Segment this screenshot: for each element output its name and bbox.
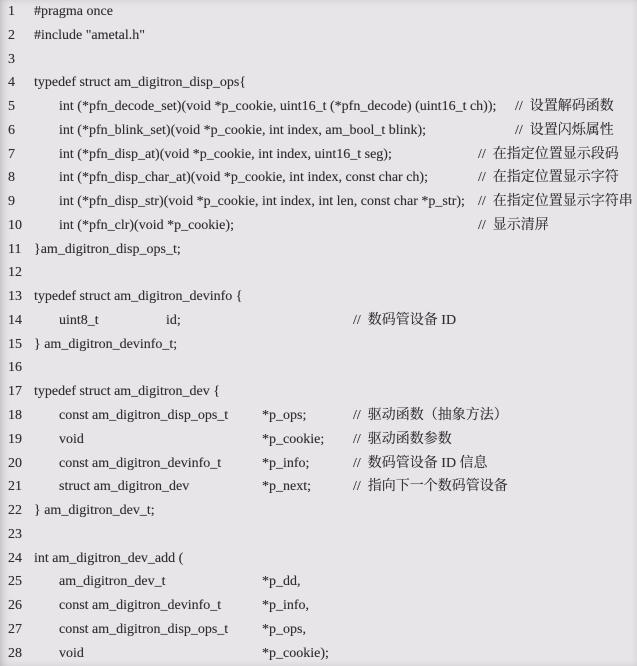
code-text: int (*pfn_clr)(void *p_cookie);	[59, 217, 234, 233]
code-line	[0, 333, 637, 357]
line-number: 1	[8, 4, 15, 19]
code-line	[0, 594, 637, 618]
code-line	[0, 48, 637, 72]
code-text: } am_digitron_dev_t;	[34, 503, 155, 519]
code-member-name: *p_ops;	[262, 408, 307, 424]
code-line	[0, 190, 637, 214]
code-line	[0, 404, 637, 428]
line-number: 26	[8, 598, 22, 614]
line-number: 23	[8, 526, 22, 542]
code-text: int (*pfn_blink_set)(void *p_cookie, int index, am_bool_t blink);	[59, 122, 427, 138]
line-number: 12	[8, 265, 22, 281]
code-member-name: *p_cookie;	[262, 431, 325, 447]
code-text: void	[59, 431, 84, 447]
comment-text: // 指向下一个数码管设备	[353, 479, 508, 495]
code-text: typedef struct am_digitron_disp_ops{	[34, 75, 247, 91]
code-line	[0, 71, 637, 95]
code-text: } am_digitron_devinfo_t;	[34, 336, 178, 352]
code-member-name: *p_dd,	[262, 574, 301, 590]
code-text: int (*pfn_disp_char_at)(void *p_cookie, int index, const char ch);	[59, 170, 428, 186]
code-text: #pragma once	[34, 4, 113, 19]
line-number: 15	[8, 336, 22, 352]
line-number: 5	[8, 99, 15, 115]
line-number: 19	[8, 431, 22, 447]
code-line	[0, 475, 637, 499]
comment-text: // 驱动函数（抽象方法）	[353, 408, 508, 424]
comment-text: // 数码管设备 ID	[353, 312, 457, 328]
code-text: am_digitron_dev_t	[59, 574, 166, 590]
code-line	[0, 547, 637, 571]
line-number: 22	[8, 503, 22, 519]
code-line	[0, 0, 637, 24]
comment-text: // 设置解码函数	[515, 99, 614, 115]
code-line	[0, 570, 637, 594]
line-number: 18	[8, 408, 22, 424]
code-member-name: *p_cookie);	[262, 645, 329, 661]
code-text: const am_digitron_disp_ops_t	[59, 408, 229, 424]
comment-text: // 驱动函数参数	[353, 431, 452, 447]
line-number: 4	[8, 75, 15, 91]
line-number: 25	[8, 574, 22, 590]
line-number: 14	[8, 312, 22, 328]
code-line	[0, 618, 637, 642]
line-number: 27	[8, 621, 22, 637]
code-text: const am_digitron_disp_ops_t	[59, 621, 229, 637]
code-line	[0, 285, 637, 309]
code-text: typedef struct am_digitron_devinfo {	[34, 289, 243, 305]
code-text: struct am_digitron_dev	[59, 479, 190, 495]
code-line	[0, 119, 637, 143]
line-number: 9	[8, 194, 15, 210]
code-line	[0, 642, 637, 666]
code-text: const am_digitron_devinfo_t	[59, 598, 222, 614]
code-line	[0, 452, 637, 476]
line-number: 13	[8, 289, 22, 305]
code-line	[0, 499, 637, 523]
line-number: 10	[8, 217, 22, 233]
code-text: int am_digitron_dev_add (	[34, 550, 184, 566]
code-text: int (*pfn_disp_at)(void *p_cookie, int index, uint16_t seg);	[59, 146, 392, 162]
comment-text: // 在指定位置显示段码	[478, 146, 619, 162]
code-line	[0, 143, 637, 167]
code-text: int (*pfn_disp_str)(void *p_cookie, int index, int len, const char *p_str);	[59, 194, 465, 210]
line-number: 20	[8, 455, 22, 471]
line-number: 2	[8, 27, 15, 43]
code-line	[0, 356, 637, 380]
comment-text: // 显示清屏	[478, 217, 549, 233]
line-number: 7	[8, 146, 15, 162]
line-number: 17	[8, 384, 22, 400]
code-line	[0, 523, 637, 547]
line-number: 6	[8, 122, 15, 138]
code-line	[0, 261, 637, 285]
code-member-name: id;	[166, 312, 181, 328]
code-text: const am_digitron_devinfo_t	[59, 455, 222, 471]
comment-text: // 在指定位置显示字符串	[478, 194, 633, 210]
code-text: uint8_t	[59, 312, 99, 328]
code-member-name: *p_ops,	[262, 621, 306, 637]
line-number: 3	[8, 51, 15, 67]
comment-text: // 在指定位置显示字符	[478, 170, 619, 186]
code-member-name: *p_info;	[262, 455, 310, 471]
comment-text: // 设置闪烁属性	[515, 122, 614, 138]
comment-text: // 数码管设备 ID 信息	[353, 455, 488, 471]
code-line	[0, 95, 637, 119]
code-line	[0, 24, 637, 48]
line-number: 16	[8, 360, 22, 376]
code-text: void	[59, 645, 84, 661]
line-number: 21	[8, 479, 22, 495]
line-number: 24	[8, 550, 22, 566]
line-number: 8	[8, 170, 15, 186]
code-member-name: *p_info,	[262, 598, 310, 614]
code-line	[0, 309, 637, 333]
line-number: 28	[8, 645, 22, 661]
code-text: int (*pfn_decode_set)(void *p_cookie, uint16_t (*pfn_decode) (uint16_t ch));	[59, 99, 497, 115]
code-text: }am_digitron_disp_ops_t;	[34, 241, 181, 257]
code-text: #include "ametal.h"	[34, 27, 145, 43]
code-line	[0, 166, 637, 190]
code-member-name: *p_next;	[262, 479, 311, 495]
code-line	[0, 238, 637, 262]
code-line	[0, 428, 637, 452]
code-line	[0, 214, 637, 238]
line-number: 11	[8, 241, 22, 257]
code-line	[0, 380, 637, 404]
code-text: typedef struct am_digitron_dev {	[34, 384, 220, 400]
